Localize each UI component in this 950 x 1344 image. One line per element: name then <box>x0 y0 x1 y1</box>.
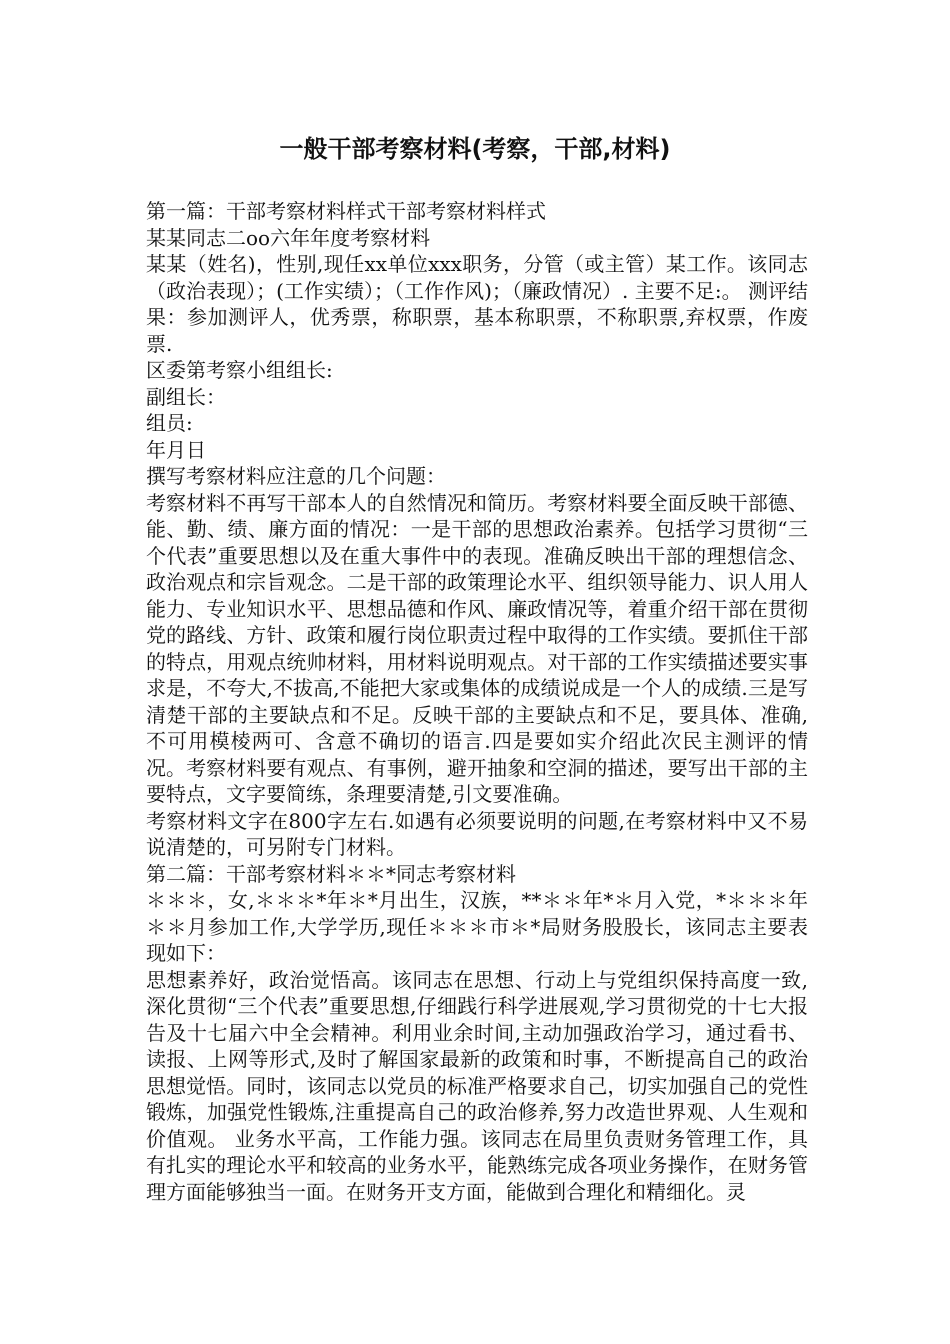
paragraph: ＊＊＊，女,＊＊＊*年＊*月出生，汉族，**＊＊年*＊月入党，*＊＊＊年＊＊月参加工作,大学学历,现任＊＊＊市＊*局财务股股长，该同志主要表现如下： <box>146 888 808 965</box>
paragraph: 第一篇：干部考察材料样式干部考察材料样式 <box>146 199 546 223</box>
paragraph: 思想素养好，政治觉悟高。该同志在思想、行动上与党组织保持高度一致,深化贯彻“三个代表”重要思想,仔细践行科学进展观,学习贯彻党的十七大报告及十七届六中全会精神。利用业余时间,主动加强政治学习，通过看书、读报、上网等形式,及时了解国家最新的政策和时事，不断提高自己的政治思想觉悟。同时，该同志以党员的标准严格要求自己，切实加强自己的党性锻炼，加强党性锻炼,注重提高自己的政治修养,努力改造世界观、人生观和价值观。 业务水平高，工作能力强。该同志在局里负责财务管理工作，具有扎实的理论水平和较高的业务水平，能熟练完成各项业务操作，在财务管理方面能够独当一面。在财务开支方面，能做到合理化和精细化。灵 <box>146 967 808 1204</box>
paragraph: 区委第考察小组组长: <box>146 358 333 382</box>
paragraph: 年月日 <box>146 437 206 462</box>
paragraph: 考察材料不再写干部本人的自然情况和简历。考察材料要全面反映干部德、能、勤、绩、廉方面的情况：一是干部的思想政治素养。包括学习贯彻“三个代表”重要思想以及在重大事件中的表现。准确反映出干部的理想信念、政治观点和宗旨观念。二是干部的政策理论水平、组织领导能力、识人用人能力、专业知识水平、思想品德和作风、廉政情况等，着重介绍干部在贯彻党的路线、方针、政策和履行岗位职责过程中取得的工作实绩。要抓住干部的特点，用观点统帅材料，用材料说明观点。对干部的工作实绩描述要实事求是，不夸大,不拔高,不能把大家或集体的成绩说成是一个人的成绩.三是写清楚干部的主要缺点和不足。反映干部的主要缺点和不足，要具体、准确,不可用模棱两可、含意不确切的语言.四是要如实介绍此次民主测评的情况。考察材料要有观点、有事例，避开抽象和空洞的描述，要写出干部的主要特点，文字要简练，条理要清楚,引文要准确。 <box>146 490 808 806</box>
paragraph: 某某（姓名)，性别,现任xx单位xxx职务，分管（或主管）某工作。该同志（政治表现）；(工作实绩）；（工作作风)；（廉政情况）. 主要不足:。 测评结果：参加测评人，优秀票，称职票，基本称职票，不称职票,弃权票，作废票. <box>146 252 808 356</box>
paragraph: 某某同志二oo六年年度考察材料 <box>146 225 431 250</box>
paragraph: 第二篇：干部考察材料＊＊*同志考察材料 <box>146 861 516 886</box>
paragraph: 副组长： <box>146 384 226 409</box>
document-title: 一般干部考察材料(考察，干部,材料) <box>279 135 671 163</box>
paragraph: 考察材料文字在800字左右.如遇有必须要说明的问题,在考察材料中又不易说清楚的，可另附专门材料。 <box>146 808 808 859</box>
paragraph: 撰写考察材料应注意的几个问题： <box>146 464 446 488</box>
document-body <box>146 198 808 1205</box>
paragraph: 组员: <box>146 411 193 435</box>
